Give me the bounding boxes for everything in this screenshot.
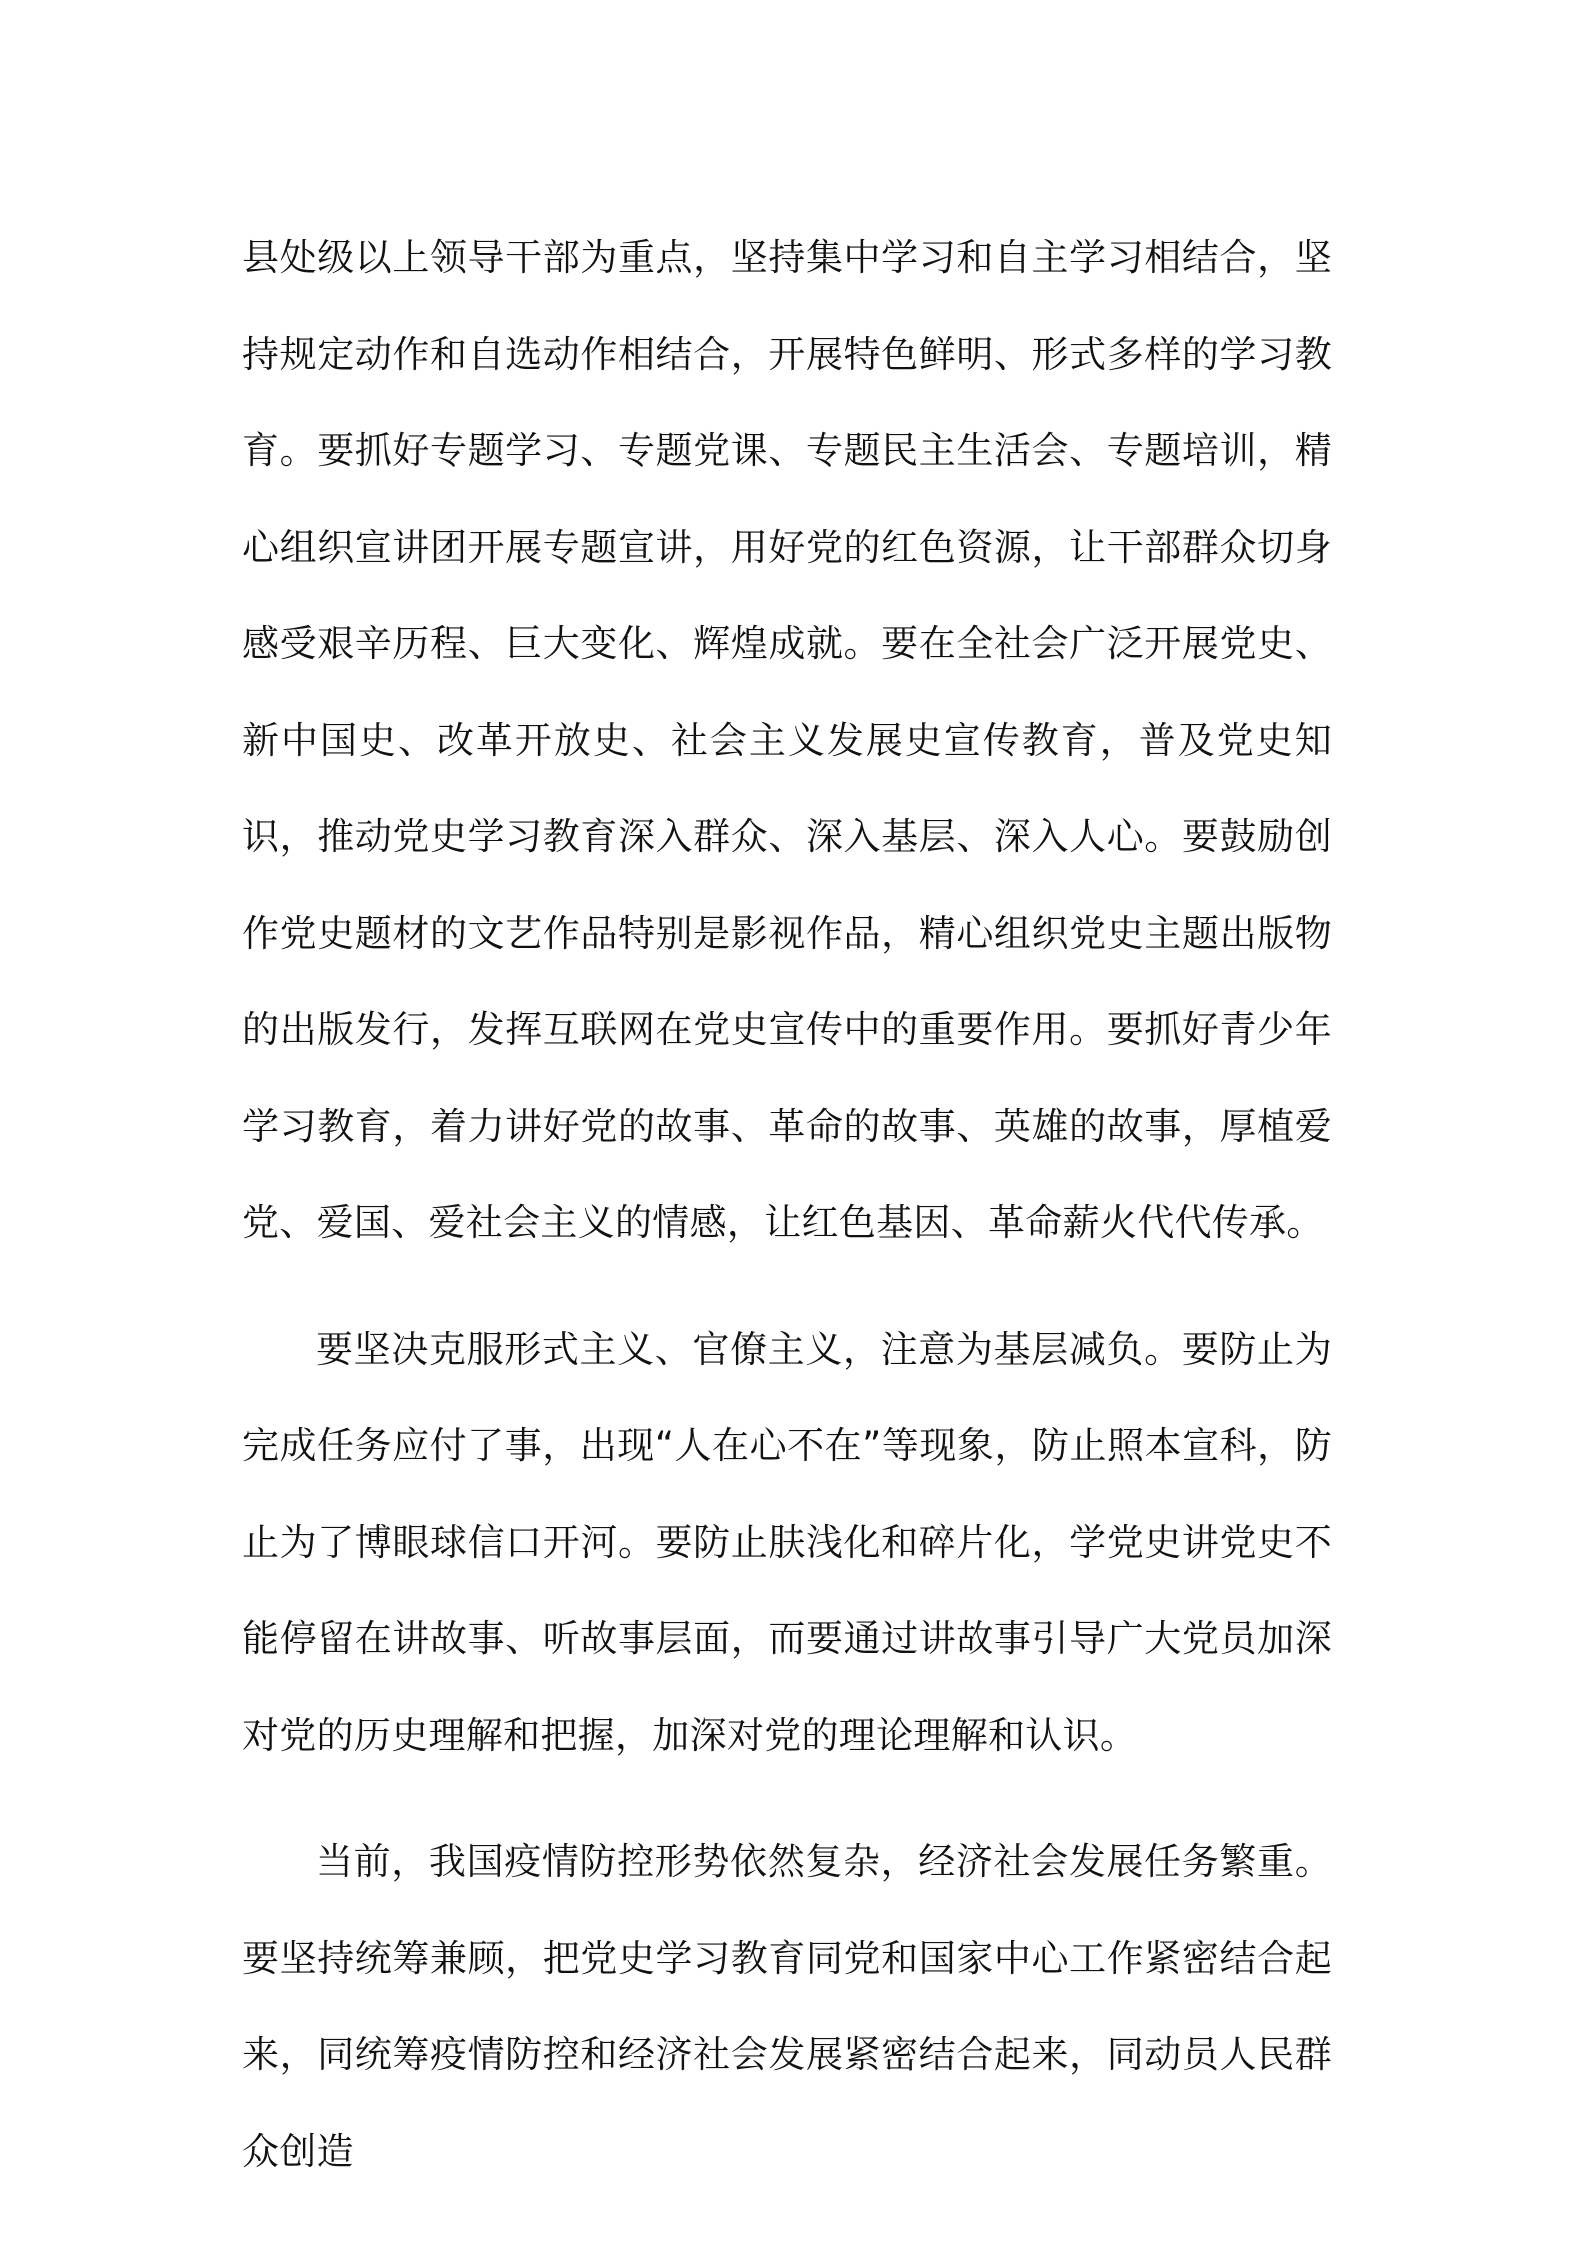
paragraph-continued: 县处级以上领导干部为重点，坚持集中学习和自主学习相结合，坚持规定动作和自选动作相结合，开展特色鲜明、形式多样的学习教育。要抓好专题学习、专题党课、专题民主生活会、专题培训，精心组织宣讲团开展专题宣讲，用好党的红色资源，让干部群众切身感受艰辛历程、巨大变化、辉煌成就。要在全社会广泛开展党史、新中国史、改革开放史、社会主义发展史宣传教育，普及党史知识，推动党史学习教育深入群众、深入基层、深入人心。要鼓励创作党史题材的文艺作品特别是影视作品，精心组织党史主题出版物的出版发行，发挥互联网在党史宣传中的重要作用。要抓好青少年学习教育，着力讲好党的故事、革命的故事、英雄的故事，厚植爱党、爱国、爱社会主义的情感，让红色基因、革命薪火代代传承。 xyxy=(242,236,1332,1244)
paragraph-current-situation: 当前，我国疫情防控形势依然复杂，经济社会发展任务繁重。要坚持统筹兼顾，把党史学习教育同党和国家中心工作紧密结合起来，同统筹疫情防控和经济社会发展紧密结合起来，同动员人民群众创造 xyxy=(242,1840,1332,2173)
document-body xyxy=(242,210,1332,2200)
paragraph-formalism: 要坚决克服形式主义、官僚主义，注意为基层减负。要防止为完成任务应付了事，出现“人在心不在”等现象，防止照本宣科，防止为了博眼球信口开河。要防止肤浅化和碎片化，学党史讲党史不能停留在讲故事、听故事层面，而要通过讲故事引导广大党员加深对党的历史理解和把握，加深对党的理论理解和认识。 xyxy=(242,1327,1332,1757)
